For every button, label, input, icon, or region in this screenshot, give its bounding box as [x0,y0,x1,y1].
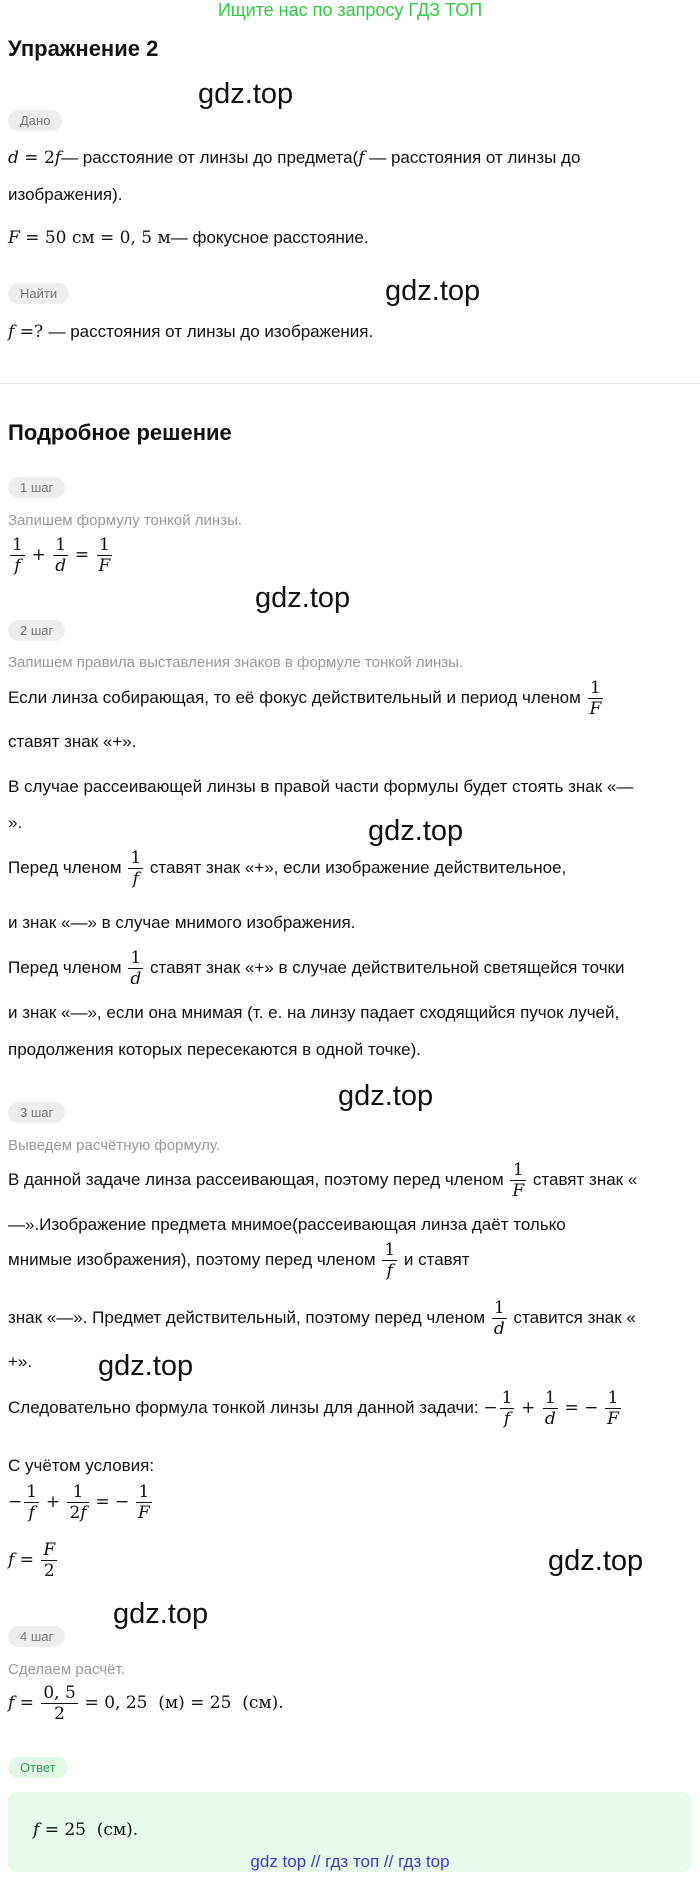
given-chip: Дано [8,110,62,131]
step4-caption: Сделаем расчёт. [8,1661,125,1678]
step3-para-5: +». [8,1352,33,1371]
watermark: gdz.top [385,275,481,307]
step2-para-3c: и знак «—» в случае мнимого изображения. [8,913,356,932]
step3-para-6: Следовательно формула тонкой линзы для данной задачи: − $\frac{1}{f}$ + $\frac{1}{d}$ = − $\frac{1}{F}$ [8,1388,619,1429]
find-line: f =? — расстояния от линзы до изображения. [8,322,374,342]
watermark: gdz.top [368,815,464,847]
step3-para-2: —».Изображение предмета мнимое(рассеивающая линза даёт только [8,1215,566,1234]
watermark: gdz.top [548,1545,644,1577]
step1-caption: Запишем формулу тонкой линзы. [8,512,243,529]
step2-caption: Запишем правила выставления знаков в формуле тонкой линзы. [8,654,464,671]
step4-chip: 4 шаг [8,1626,65,1647]
section-divider [0,383,700,384]
find-chip: Найти [8,283,69,304]
step2-para-1: Если линза собирающая, то её фокус действительный и период членом $\frac{1}{F}$ [8,678,602,719]
solution-title: Подробное решение [8,420,232,445]
formula-f: f = $\frac{F}{2}$ [8,1540,56,1581]
step1-chip: 1 шаг [8,477,65,498]
step3-para-4: знак «—». Предмет действительный, поэтому перед членом $\frac{1}{d}$ ставится знак « [8,1298,636,1339]
step2-chip: 2 шаг [8,620,65,641]
search-banner: Ищите нас по запросу ГДЗ ТОП [217,0,483,20]
answer-value: f = 25 (см). [33,1820,139,1840]
step2-para-4d: продолжения которых пересекаются в одной точке). [8,1040,421,1059]
step3-chip: 3 шаг [8,1102,65,1123]
given-line-3: F = 50 см = 0, 5 м— фокусное расстояние. [8,228,369,248]
formula-thin-lens: $\frac{1}{f}$ + $\frac{1}{d}$ = $\frac{1}{F}$ [12,535,111,576]
step2-para-4c: и знак «—», если она мнимая (т. е. на линзу падает сходящийся пучок лучей, [8,1003,620,1022]
exercise-title: Упражнение 2 [8,36,159,61]
step3-para-1: В данной задаче линза рассеивающая, поэтому перед членом $\frac{1}{F}$ ставят знак « [8,1160,638,1201]
watermark: gdz.top [338,1080,434,1112]
step2-para-2b: ». [8,813,23,832]
watermark: gdz.top [255,582,351,614]
step3-para-3: мнимые изображения), поэтому перед членом $\frac{1}{f}$ и ставят [8,1240,470,1281]
answer-chip: Ответ [8,1757,68,1778]
watermark: gdz.top [113,1598,209,1630]
given-line-2: изображения). [8,185,123,204]
watermark: gdz.top [198,78,294,110]
step2-para-1b: ставят знак «+». [8,732,137,751]
step2-para-2: В случае рассеивающей линзы в правой части формулы будет стоять знак «— [8,777,634,796]
formula-calc: f = $\frac{0, 5}{2}$ = 0, 25 (м) = 25 (см). [8,1683,284,1724]
formula-condition: − $\frac{1}{f}$ + $\frac{1}{2f}$ = − $\frac{1}{F}$ [8,1482,150,1523]
step3-caption: Выведем расчётную формулу. [8,1137,221,1154]
given-line-1: d = 2f— расстояние от линзы до предмета(f — расстояния от линзы до [8,148,581,168]
step2-para-4: Перед членом $\frac{1}{d}$ ставят знак «+» в случае действительной светящейся точки [8,948,625,989]
footer-links: gdz top // гдз топ // гдз top [250,1852,450,1871]
step3-para-7: С учётом условия: [8,1456,155,1475]
step2-para-3: Перед членом $\frac{1}{f}$ ставят знак «+», если изображение действительное, [8,848,567,889]
watermark: gdz.top [98,1350,194,1382]
